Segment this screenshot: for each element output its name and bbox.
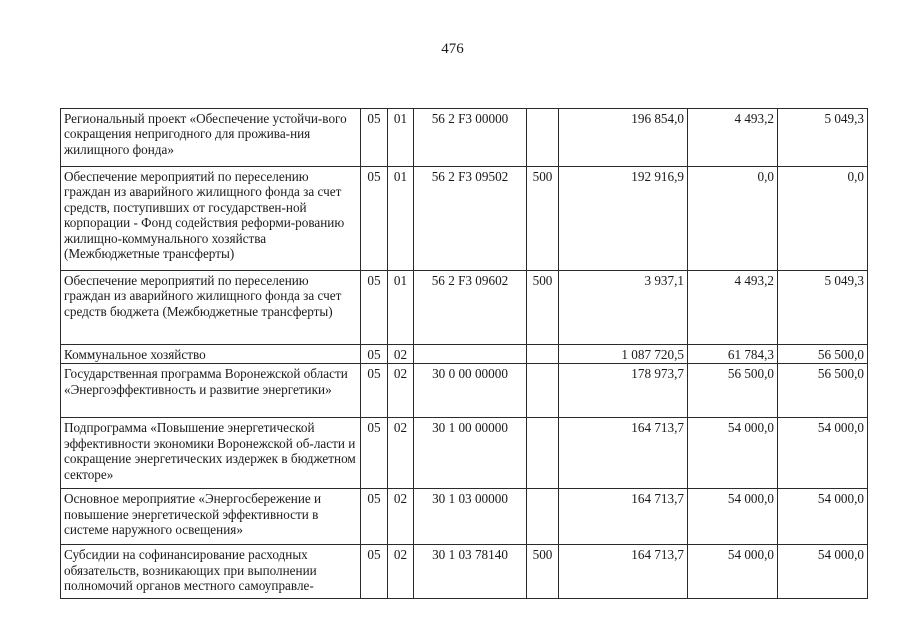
expense-type-code bbox=[527, 364, 559, 418]
amount-year-2: 54 000,0 bbox=[688, 545, 778, 599]
section-code: 05 bbox=[361, 418, 388, 489]
section-code: 05 bbox=[361, 364, 388, 418]
table-row bbox=[61, 109, 868, 167]
amount-year-1: 178 973,7 bbox=[559, 364, 688, 418]
table-row bbox=[61, 545, 868, 599]
amount-year-3: 5 049,3 bbox=[778, 271, 868, 345]
amount-year-2: 61 784,3 bbox=[688, 345, 778, 364]
section-code: 05 bbox=[361, 167, 388, 271]
subsection-code: 02 bbox=[388, 364, 414, 418]
amount-year-1: 196 854,0 bbox=[559, 109, 688, 167]
expense-type-code bbox=[527, 345, 559, 364]
amount-year-2: 4 493,2 bbox=[688, 109, 778, 167]
amount-year-3: 5 049,3 bbox=[778, 109, 868, 167]
target-article-code: 56 2 F3 09502 bbox=[414, 167, 527, 271]
amount-year-2: 54 000,0 bbox=[688, 418, 778, 489]
expense-type-code: 500 bbox=[527, 545, 559, 599]
row-name: Подпрограмма «Повышение энергетической эффективности экономики Воронежской об-ласти и сокращение энергетических издержек в бюджетном секторе» bbox=[61, 418, 361, 489]
amount-year-1: 192 916,9 bbox=[559, 167, 688, 271]
amount-year-1: 164 713,7 bbox=[559, 545, 688, 599]
section-code: 05 bbox=[361, 545, 388, 599]
expense-type-code: 500 bbox=[527, 167, 559, 271]
target-article-code: 56 2 F3 00000 bbox=[414, 109, 527, 167]
expense-type-code bbox=[527, 418, 559, 489]
section-code: 05 bbox=[361, 109, 388, 167]
amount-year-1: 3 937,1 bbox=[559, 271, 688, 345]
table-row bbox=[61, 489, 868, 545]
amount-year-1: 1 087 720,5 bbox=[559, 345, 688, 364]
table-row bbox=[61, 167, 868, 271]
row-name: Государственная программа Воронежской области «Энергоэффективность и развитие энергетики» bbox=[61, 364, 361, 418]
subsection-code: 01 bbox=[388, 109, 414, 167]
amount-year-2: 0,0 bbox=[688, 167, 778, 271]
amount-year-3: 54 000,0 bbox=[778, 545, 868, 599]
amount-year-3: 56 500,0 bbox=[778, 345, 868, 364]
target-article-code: 30 1 00 00000 bbox=[414, 418, 527, 489]
row-name: Обеспечение мероприятий по переселению граждан из аварийного жилищного фонда за счет средств бюджета (Межбюджетные трансферты) bbox=[61, 271, 361, 345]
target-article-code: 56 2 F3 09602 bbox=[414, 271, 527, 345]
table-row bbox=[61, 271, 868, 345]
row-name: Региональный проект «Обеспечение устойчи-вого сокращения непригодного для прожива-ния жилищного фонда» bbox=[61, 109, 361, 167]
section-code: 05 bbox=[361, 489, 388, 545]
page-number: 476 bbox=[441, 41, 464, 57]
row-name: Обеспечение мероприятий по переселению граждан из аварийного жилищного фонда за счет средств, поступивших от государствен-ной корпорации - Фонд содействия реформи-рованию жилищно-коммунального хозяйства (Межбюджетные трансферты) bbox=[61, 167, 361, 271]
amount-year-2: 4 493,2 bbox=[688, 271, 778, 345]
subsection-code: 02 bbox=[388, 345, 414, 364]
target-article-code: 30 0 00 00000 bbox=[414, 364, 527, 418]
expense-type-code: 500 bbox=[527, 271, 559, 345]
amount-year-2: 56 500,0 bbox=[688, 364, 778, 418]
amount-year-3: 0,0 bbox=[778, 167, 868, 271]
amount-year-3: 54 000,0 bbox=[778, 418, 868, 489]
table-row bbox=[61, 345, 868, 364]
subsection-code: 01 bbox=[388, 271, 414, 345]
amount-year-1: 164 713,7 bbox=[559, 418, 688, 489]
row-name: Основное мероприятие «Энергосбережение и повышение энергетической эффективности в системе наружного освещения» bbox=[61, 489, 361, 545]
section-code: 05 bbox=[361, 345, 388, 364]
target-article-code: 30 1 03 78140 bbox=[414, 545, 527, 599]
amount-year-3: 56 500,0 bbox=[778, 364, 868, 418]
target-article-code bbox=[414, 345, 527, 364]
row-name: Коммунальное хозяйство bbox=[61, 345, 361, 364]
amount-year-3: 54 000,0 bbox=[778, 489, 868, 545]
subsection-code: 01 bbox=[388, 167, 414, 271]
table-row bbox=[61, 364, 868, 418]
subsection-code: 02 bbox=[388, 489, 414, 545]
amount-year-2: 54 000,0 bbox=[688, 489, 778, 545]
subsection-code: 02 bbox=[388, 545, 414, 599]
subsection-code: 02 bbox=[388, 418, 414, 489]
section-code: 05 bbox=[361, 271, 388, 345]
expense-type-code bbox=[527, 109, 559, 167]
row-name: Субсидии на софинансирование расходных обязательств, возникающих при выполнении полномочий органов местного самоуправле- bbox=[61, 545, 361, 599]
amount-year-1: 164 713,7 bbox=[559, 489, 688, 545]
expense-type-code bbox=[527, 489, 559, 545]
target-article-code: 30 1 03 00000 bbox=[414, 489, 527, 545]
table-row bbox=[61, 418, 868, 489]
budget-table bbox=[60, 108, 868, 599]
